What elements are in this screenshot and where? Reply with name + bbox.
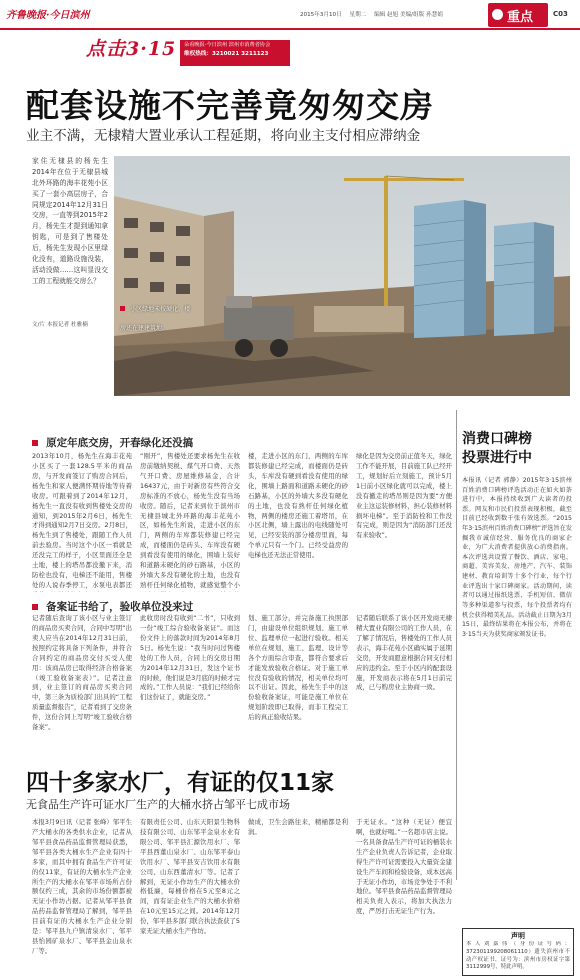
sidebar-title [462, 430, 572, 468]
masthead-meta [300, 10, 443, 18]
section1-col4: 绿化是因为交房前正值冬天，绿化工作不能开展，目前施工队已经开工，规划好后立刻施工，预计5月1日前小区绿化就可以完成，楼上没有撤走的塔吊则是因为要“方便业主这运装修材料，担心装修材料损坏电梯”。至于消防栓和工作没有完成，则是因为“消防部门还没有来验收”。 [356, 452, 452, 540]
section1-heading [32, 432, 432, 449]
section1-col2: “刚开”，售楼处还要求杨先生在收房前缴纳契税、煤气开口费、天然气开口费、房屋维修基金，合计16437元，由于对新房有些符合交房标准的不放心，杨先生没有当场收房。随后，记者来到位于滨州市无棣县城北外环路的海丰花苑小区，如杨先生所说，走进小区的东门，两侧的车库都装修建已经完成，而楼面仍是砖头、车库没有硬到看没有使用的绿化，围墙上装好和道路未硬化的砂石路基，小区的外墙大多没有硬化的土地，也没有熟杆任何绿化植物，就感觉整个小 [140, 452, 240, 589]
masthead-weekday: 星期二 [349, 12, 367, 18]
construction-site-image [114, 156, 570, 396]
section-tab [488, 3, 548, 27]
subheadline: 业主不满，无棣精大置业承认工程延期，将向业主支付相应滞纳金 [26, 128, 421, 144]
section-name: 重点 [507, 10, 534, 25]
story2-headline: 四十多家水厂，有证的仅11家 [26, 770, 335, 796]
sidebar-title-line1: 消费口碑榜 [462, 431, 532, 447]
column-logo [86, 34, 178, 72]
section2-col1: 记者随后查询了该小区与业主签订的商品房买卖合同，合同中写明“出卖人应当在2014年12月31日前，按照约定将具备下列条件，并符合合同约定的商品房交付买受人使用：该商品房已取得经济合格备案（竣工验收备案表）”。记者注意到，业主签订的商品房买卖合同中，第三条为质检部门出具的“工程质量监督报告”，记者看到了交房条件，这份合同上写明“竣工验收合格备案”。 [32, 614, 132, 732]
sidebar-divider [456, 410, 457, 880]
lead-paragraph: 家住无棣县的杨先生2014年在位于无棣县城北外环路的海丰花苑小区买了一套小高层房子，合同规定2014年12月31日交房，一直等到2015年2月，杨先生才提到通知拿钥匙，可是到了售楼处后，杨先生发现小区里绿化没有，道路设施没装，活动没做……这叫显没交工的工程就能交房么？ [32, 157, 108, 285]
story2-col4: 于无证水。“这种（无证）便宜啊，也就好喝。”一名超市店主说。一名具备食品生产许可证的桶装水生产企业负责人告诉记者，企业取得生产许可证需要投入大量资金建设生产车间和检验设备，成本远高于无证小作坊，市场竞争处于不利地位。邹平县食品药品监督管理局相关负责人表示，将加大执法力度，严厉打击无证生产行为。 [356, 818, 452, 916]
sidebar-body: 本报讯（记者 郭静）2015年3·15滨州百姓消费口碑榜评选活动正在如火如荼进行中，本报持续收到广大读者的投票。网友和市民们投票表现积极，截至目前已经收到数千张有效选票。“2015年3·15滨州百姓消费口碑榜”评选旨在发掘我市诚信经营、服务优良的商家企业，为广大消费者提供放心消费指南。本次评选共设置了餐饮、酒店、家电、商超、美容美发、房地产、汽车、装饰建材、教育培训等十多个行业，每个行业评选出十家口碑商家。活动期间，读者可以通过报纸选票、手机短信、微信等多种渠道参与投票，每个投票者均有机会获得精美礼品。活动截止日期为3月15日，最终结果将在本报公布，并将在3·15当天为获奖商家颁发证书。 [462, 477, 572, 638]
caption-marker [120, 306, 125, 311]
section2-heading [32, 596, 432, 613]
section-tab-icon [492, 9, 503, 20]
paper-name: 齐鲁晚报·今日滨州 [6, 10, 90, 21]
column-title: 点击3·15 [86, 38, 177, 60]
notice-title: 声明 [511, 932, 525, 940]
sidebar-title-line2: 投票进行中 [462, 449, 532, 466]
caption-text: 小区绿地未按硬化，楼房还在建建筑地。 [120, 306, 191, 332]
notice-box [462, 928, 574, 976]
story2-col2: 有限责任公司、山东天阳景生物科技有限公司、山东邹平金泉水业有限公司、邹平县汇源饮用水厂、邹平县西董山泉水厂、山东邹平泰山饮用水厂、邹平县安吉饮用水有限公司、山东西董清水厂等。记者了解到，无证小作坊生产的大桶水价格低廉，每桶价格在5元至8元之间，而有证企业生产的大桶水价格在10元至15元之间。2014年12月份，邹平县多部门联合执法查获了5家无证大桶水生产作坊。 [140, 818, 240, 936]
story2-subheadline: 无食品生产许可证水厂生产的大桶水挤占邹平七成市场 [26, 798, 290, 811]
news-photo [114, 156, 570, 396]
story2-col1: 本报3月9日讯（记者 张峰）邹平生产大桶水的各类供水企业，记者从邹平县食品药品监督管理局获悉，邹平县各类大桶水生产企业有四十多家，而其中拥有食品生产许可证的仅11家，有证的大桶水生产企业所生产的大桶水在邹平市场所占份额仅约三成，其余的市场份额都被无证小作坊占据。记者从邹平县食品药品监督管理局了解到，邹平县目前有证的大桶水生产企业分别是：邹平县九户镇清泉水厂、邹平县怡园矿泉水厂、邹平县金山泉水厂等。 [32, 818, 132, 955]
notice-body: 本人刘嘉伟（身份证号码：372301199208061110）遗失滨州市不动产权证书，证号为：滨州市房权证字第3112999号，特此声明。 [466, 941, 570, 971]
story2-col3: 做成，卫生会路往来，精桶都是利润。 [248, 818, 348, 836]
section2-col4: 记者随后联系了该小区开发商无棣精大置业有限公司的工作人员，在了解了情况后，售楼处的工作人员表示，海丰花苑小区确实属于延期交房，开发商愿意根据合同支付相应的违约金。至于小区内的配套设施，开发商表示将在5月1日前完成，已与购房业主协商一致。 [356, 614, 452, 692]
section1-title: 原定年底交房，开春绿化还没搞 [46, 437, 194, 449]
banner-subtitle: 朵看晚报·今日滨州 滨州市消费者协会 [184, 42, 271, 48]
masthead [0, 0, 580, 30]
banner-info [180, 40, 290, 66]
section1-col1: 2013年10月，杨先生在海丰花苑小区买了一套128.5平米的商品房，与开发商签订了购房合同后，杨先生和家人便满怀期待地等待着收房。可跟着到了2014年12月，杨先生一直没有收到售楼处交房的通知，到2015年2月6日，杨先生才得到通知2月7日交房。2月8日，杨先生到了售楼处，跟随工作人员前去验房。当时这个小区一看就是还没完工的样子，小区里面还全是土地，楼上的塔吊都没撤下来，消防栓也没有，电梯还不能用，售楼处的人说春季停工，水泵电表都还 [32, 452, 132, 589]
section-bullet-icon [32, 440, 38, 446]
photo-caption [120, 296, 192, 334]
section1-col3: 楼，走进小区的东门，两侧的车库都装修建已经完成，而楼面仍是砖头，车库没有硬到看没有使用的绿化，围墙上路面和道路未硬化的砂石路基，小区的外墙大多没有硬化的土地，也没有熟杆任何绿化植物，两侧的楼房还施工着塔吊，在小区北侧，墙上露出的电线随处可见，已经安装的部分楼房里面，每个单元只有一个门。已经受益房的电梯也还无法正常使用。 [248, 452, 348, 560]
page-number: C03 [553, 10, 568, 18]
headline: 配套设施不完善竟匆匆交房 [26, 86, 434, 125]
byline: 文/片 本报记者 杜雅楠 [32, 322, 88, 328]
banner-hotline: 维权热线：3210021 3211123 [184, 50, 269, 57]
section2-title: 备案证书给了，验收单位没来过 [46, 601, 194, 613]
section-bullet-icon [32, 604, 38, 610]
masthead-date: 2015年3月10日 [300, 12, 342, 18]
section2-col2: 此收房时没有收到“二书”，只收到一份“竣工综合验收备案证”。而这份文件上的落款时间为2014年8月5日。杨先生说：“我当时问过售楼处的工作人员，合同上的交房日期为2014年12月31日，发这个证书的时候，他们说是3月底的时候才完成的。”工作人员说：“我们已经给你们这份证了，就能交房。” [140, 614, 240, 702]
masthead-credits: 编辑 赵旭 美编/组版 孙慧娟 [374, 12, 443, 18]
section2-col3: 划、施工部分，并完备施工执照部门，由建设单位组织规划、施工单位、监理单位一起进行验收。相关单位在规划、施工、监理、设计等各个方面综合审查，都符合要求后才能发放验收合格证。对于施工单位没有验收的情况，相关单位均可以不出证。因此，杨先生手中的这份验收备案证，可能是施工单位在规划阶段即已取得，而非工程完工后的真正验收结果。 [248, 614, 348, 722]
